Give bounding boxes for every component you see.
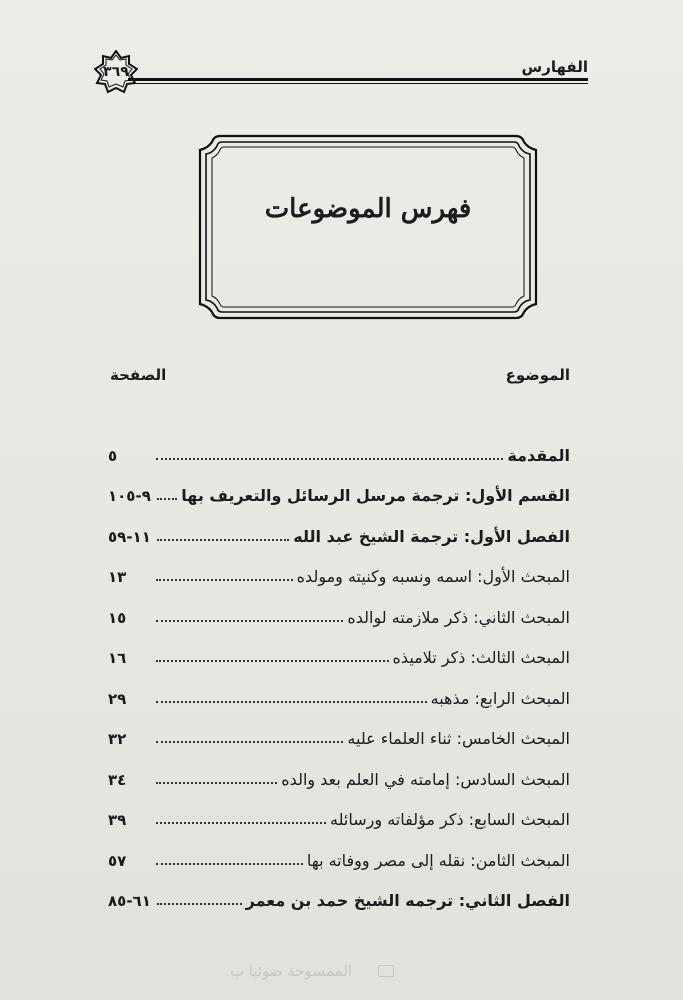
toc-entry-page: ١٥ [108, 608, 127, 627]
dot-leader [157, 539, 289, 541]
running-title: الفهارس [521, 58, 588, 76]
toc-entry-page: ٦١-٨٥ [108, 892, 151, 910]
dot-leader [156, 782, 277, 784]
toc-row [108, 837, 570, 878]
dot-leader [157, 498, 177, 500]
toc-entry-title: المبحث السادس: إمامته في العلم بعد والده [281, 769, 570, 789]
toc-entry-title: المبحث الأول: اسمه ونسبه وكنيته ومولده [296, 567, 570, 586]
title-frame [198, 134, 538, 320]
dot-leader [156, 620, 343, 622]
toc-entry-title: المبحث الخامس: ثناء العلماء عليه [347, 729, 570, 748]
dot-leader [156, 458, 503, 460]
table-of-contents [108, 432, 570, 918]
running-header [88, 54, 588, 94]
toc-row [108, 797, 570, 838]
toc-row [108, 716, 570, 757]
dot-leader [156, 701, 427, 703]
page-number: ٣٦٩ [103, 64, 129, 80]
dot-leader [156, 741, 343, 743]
toc-entry-title: المبحث الرابع: مذهبه [430, 688, 570, 708]
column-header-topic: الموضوع [505, 366, 570, 384]
toc-row [108, 594, 570, 635]
toc-entry-title: المبحث الثاني: ذكر ملازمته لوالده [347, 607, 570, 627]
toc-entry-page: ٥٧ [108, 851, 127, 870]
toc-row [108, 473, 570, 514]
toc-row [108, 432, 570, 473]
toc-row [108, 513, 570, 554]
toc-entry-title: الفصل الثاني: ترجمه الشيخ حمد بن معمر [245, 891, 570, 910]
toc-row [108, 756, 570, 797]
column-headers [110, 366, 570, 396]
toc-entry-title: المبحث الثامن: نقله إلى مصر ووفاته بها [306, 850, 570, 870]
header-rule [128, 78, 588, 84]
toc-entry-page: ٣٩ [108, 811, 127, 829]
toc-entry-page: ٢٩ [108, 689, 127, 708]
toc-entry-page: ٣٢ [108, 730, 127, 748]
dot-leader [156, 660, 389, 662]
column-header-page: الصفحة [110, 366, 167, 384]
toc-entry-title: المبحث السابع: ذكر مؤلفاته ورسائله [330, 810, 570, 829]
camera-icon [378, 965, 394, 977]
toc-entry-title: المقدمة [507, 445, 570, 465]
toc-entry-page: ١٣ [108, 568, 127, 586]
toc-entry-page: ٩-١٠٥ [108, 487, 151, 505]
dot-leader [156, 822, 326, 824]
toc-row [108, 878, 570, 919]
dot-leader [157, 903, 242, 905]
toc-entry-page: ٥ [108, 446, 118, 465]
toc-entry-page: ١٦ [108, 649, 127, 667]
footer-watermark: الممسوحة ضوئيا ب [230, 962, 352, 980]
toc-row [108, 554, 570, 595]
toc-entry-title: القسم الأول: ترجمة مرسل الرسائل والتعريف بها [181, 486, 570, 505]
toc-entry-title: المبحث الثالث: ذكر تلاميذه [392, 648, 570, 667]
toc-entry-page: ١١-٥٩ [108, 527, 151, 546]
toc-row [108, 635, 570, 676]
toc-entry-title: الفصل الأول: ترجمة الشيخ عبد الله [293, 526, 570, 546]
dot-leader [156, 863, 303, 865]
toc-row [108, 675, 570, 716]
page-title: فهرس الموضوعات [264, 194, 472, 224]
toc-entry-page: ٣٤ [108, 770, 127, 789]
dot-leader [156, 579, 293, 581]
page-number-badge [94, 50, 138, 94]
